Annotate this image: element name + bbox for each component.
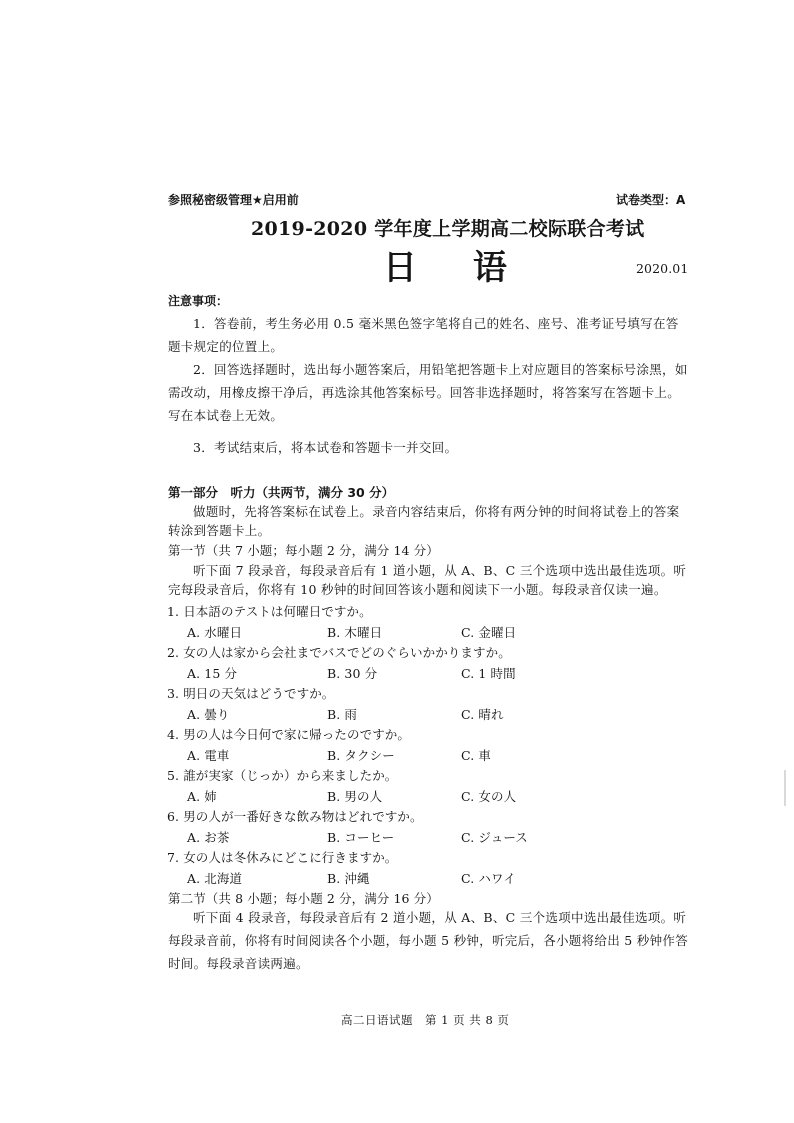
paper-type-label: 试卷类型：A (616, 193, 686, 207)
exam-date: 2020.01 (636, 261, 689, 276)
question-3-stem: 3. 明日の天気はどうですか。 (167, 686, 335, 701)
question-3-option-c: C. 晴れ (461, 707, 504, 722)
question-4-option-c: C. 車 (461, 748, 491, 763)
question-4-option-b: B. タクシー (327, 748, 395, 763)
page-footer: 高二日语试题 第 1 页 共 8 页 (341, 1013, 510, 1027)
section2-heading: 第二节（共 8 小题；每小题 2 分，满分 16 分） (168, 891, 439, 906)
question-6-stem: 6. 男の人が一番好きな飲み物はどれですか。 (167, 809, 423, 824)
question-6-option-b: B. コーヒー (327, 830, 395, 845)
question-3-option-b: B. 雨 (327, 707, 358, 722)
question-2-option-a: A. 15 分 (187, 666, 238, 681)
question-5-option-c: C. 女の人 (461, 789, 517, 804)
note-item-1: 1．答卷前，考生务必用 0.5 毫米黑色签字笔将自己的姓名、座号、准考证号填写在答题卡规定的位置上。 (168, 316, 679, 354)
question-7-option-c: C. ハワイ (461, 871, 516, 886)
exam-title: 2019-2020 学年度上学期高二校际联合考试 (251, 218, 645, 240)
part1-heading: 第一部分 听力（共两节，满分 30 分） (168, 485, 395, 500)
question-1-stem: 1. 日本語のテストは何曜日ですか。 (167, 604, 372, 619)
question-5-stem: 5. 誰が実家（じっか）から来ましたか。 (167, 768, 398, 783)
notes-heading: 注意事项： (168, 294, 229, 308)
section1-instructions: 听下面 7 段录音，每段录音后有 1 道小题，从 A、B、C 三个选项中选出最佳选项。听完每段录音后，你将有 10 秒钟的时间回答该小题和阅读下一小题。每段录音仅读一遍。 (168, 563, 687, 597)
subject-title: 日 语 (383, 248, 529, 288)
section2-instructions: 听下面 4 段录音，每段录音后有 2 道小题，从 A、B、C 三个选项中选出最佳选项。听每段录音前，你将有时间阅读各个小题，每小题 5 秒钟，听完后，各小题将给出 5 秒钟作答时间。每段录音读两遍。 (168, 910, 689, 971)
question-2-stem: 2. 女の人は家から会社までバスでどのぐらいかかりますか。 (167, 645, 511, 660)
question-6-option-c: C. ジュース (461, 830, 528, 845)
question-7-option-b: B. 沖縄 (327, 871, 370, 886)
question-2-option-c: C. 1 時間 (461, 666, 516, 681)
question-7-stem: 7. 女の人は冬休みにどこに行きますか。 (167, 850, 398, 865)
question-2-option-b: B. 30 分 (327, 666, 378, 681)
section1-heading: 第一节（共 7 小题；每小题 2 分，满分 14 分） (168, 543, 439, 558)
question-4-option-a: A. 電車 (187, 748, 230, 763)
question-6-option-a: A. お茶 (187, 830, 230, 845)
question-1-option-b: B. 木曜日 (327, 625, 383, 640)
secrecy-label: 参照秘密级管理★启用前 (168, 193, 299, 207)
note-item-3: 3．考试结束后，将本试卷和答题卡一并交回。 (193, 440, 458, 455)
question-7-option-a: A. 北海道 (187, 871, 243, 886)
part1-intro: 做题时，先将答案标在试卷上。录音内容结束后，你将有两分钟的时间将试卷上的答案转涂到答题卡上。 (168, 504, 680, 538)
scan-edge-mark (784, 770, 786, 806)
note-item-2: 2．回答选择题时，选出每小题答案后，用铅笔把答题卡上对应题目的答案标号涂黑，如需改动，用橡皮擦干净后，再选涂其他答案标号。回答非选择题时，将答案写在答题卡上。写在本试卷上无效。 (168, 362, 688, 423)
question-1-option-a: A. 水曜日 (187, 625, 243, 640)
question-1-option-c: C. 金曜日 (461, 625, 517, 640)
question-5-option-a: A. 姉 (187, 789, 217, 804)
question-3-option-a: A. 曇り (187, 707, 230, 722)
question-5-option-b: B. 男の人 (327, 789, 383, 804)
question-4-stem: 4. 男の人は今日何で家に帰ったのですか。 (167, 727, 411, 742)
